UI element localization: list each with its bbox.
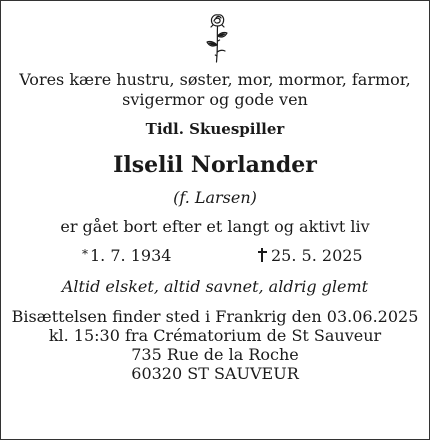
dates-row [0, 248, 430, 268]
death-date: 25. 5. 2025 [271, 246, 363, 265]
passing-statement: er gået bort efter et langt og aktivt liv [60, 217, 370, 236]
intro-line-1: Vores kære hustru, søster, mor, mormor, farmor, [19, 70, 411, 89]
memorial-motto: Altid elsket, altid savnet, aldrig glemt [61, 277, 369, 296]
maiden-name: (f. Larsen) [173, 188, 257, 207]
birth-symbol: * [82, 247, 88, 261]
service-line-2: kl. 15:30 fra Crématorium de St Sauveur [48, 326, 382, 345]
cross-icon [258, 248, 267, 262]
birth-date-group [82, 248, 171, 264]
service-line-4: 60320 ST SAUVEUR [131, 364, 299, 383]
death-date-group [258, 248, 363, 264]
deceased-title: Tidl. Skuespiller [145, 120, 285, 138]
intro-line-2: svigermor og gode ven [122, 90, 308, 109]
rose-icon [203, 12, 231, 64]
service-line-1: Bisættelsen finder sted i Frankrig den 03.06.2025 [11, 307, 419, 326]
deceased-name: Ilselil Norlander [113, 152, 317, 178]
service-line-3: 735 Rue de la Roche [131, 345, 299, 364]
birth-date: 1. 7. 1934 [90, 246, 172, 265]
